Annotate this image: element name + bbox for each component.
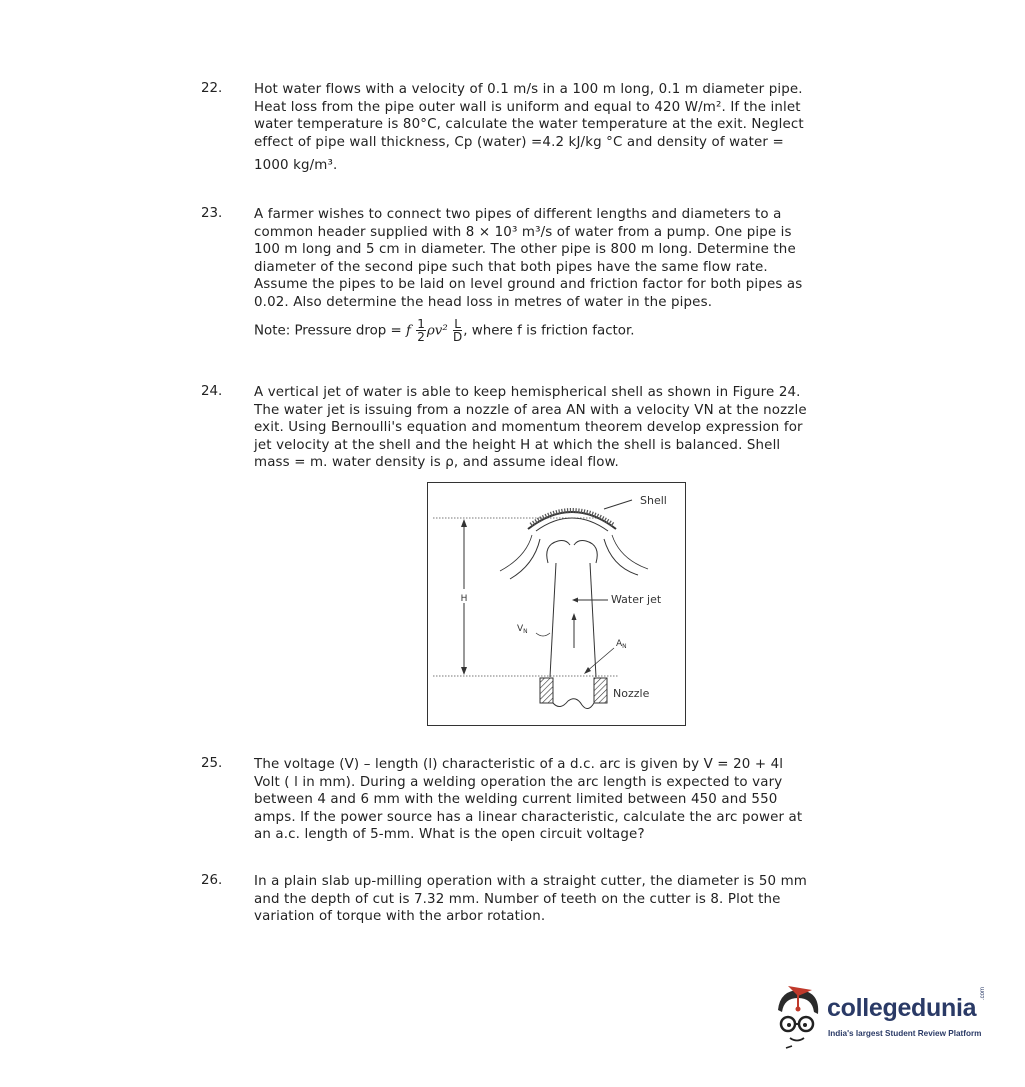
text-line: A farmer wishes to connect two pipes of different lengths and diameters to a xyxy=(254,207,782,222)
note-f: f xyxy=(406,323,412,339)
text-line: an a.c. length of 5-mm. What is the open circuit voltage? xyxy=(254,827,645,843)
shell-outer xyxy=(528,512,616,529)
note-rho-v2: ρv² xyxy=(426,323,448,339)
an-leader xyxy=(586,648,614,672)
note-suffix: , where f is friction factor. xyxy=(463,323,635,339)
question-text xyxy=(254,81,854,175)
vn-label: $V_N$ xyxy=(517,624,528,635)
question-number: 26. xyxy=(201,873,223,888)
text-line: jet velocity at the shell and the height H at which the shell is balanced. Shell xyxy=(254,437,781,453)
note-prefix: Note: Pressure drop = xyxy=(254,323,407,339)
shell-label: Shell xyxy=(640,494,667,507)
nozzle-left-block xyxy=(540,678,553,703)
water-jet-label: Water jet xyxy=(611,593,662,606)
text-line: Volt ( l in mm). During a welding operation the arc length is expected to vary xyxy=(254,774,783,790)
text-line: In a plain slab up-milling operation with a straight cutter, the diameter is 50 mm xyxy=(254,874,807,889)
text-line: Assume the pipes to be laid on level ground and friction factor for both pipes as xyxy=(254,277,803,293)
text-line: common header supplied with 8 × 10³ m³/s of water from a pump. One pipe is xyxy=(254,224,792,240)
question-text xyxy=(254,206,854,312)
jet-shell-diagram xyxy=(428,483,685,725)
text-line: Heat loss from the pipe outer wall is uniform and equal to 420 W/m². If the inlet xyxy=(254,99,801,115)
question-number: 23. xyxy=(201,206,223,221)
water-jet-arrow xyxy=(572,598,578,603)
question-number: 22. xyxy=(201,81,223,96)
jet-right-edge xyxy=(590,563,596,677)
text-line: A vertical jet of water is able to keep hemispherical shell as shown in Figure 24. xyxy=(254,385,801,400)
text-line: 0.02. Also determine the head loss in metres of water in the pipes. xyxy=(254,294,713,310)
splash-left xyxy=(510,539,540,579)
text-line: Hot water flows with a velocity of 0.1 m/s in a 100 m long, 0.1 m diameter pipe. xyxy=(254,82,803,97)
half-numerator: 1 xyxy=(417,317,425,331)
text-line: between 4 and 6 mm with the welding current limited between 450 and 550 xyxy=(254,792,778,808)
vn-leader xyxy=(536,633,550,636)
text-line: effect of pipe wall thickness, Cp (water) =4.2 kJ/kg °C and density of water = xyxy=(254,134,784,150)
jet-head-right xyxy=(574,541,597,564)
text-line: water temperature is 80°C, calculate the water temperature at the exit. Neglect xyxy=(254,117,804,133)
l-numerator: L xyxy=(454,317,461,331)
text-line: The water jet is issuing from a nozzle of area AN with a velocity VN at the nozzle xyxy=(254,402,807,418)
an-label: $A_N$ xyxy=(616,639,627,650)
text-line: amps. If the power source has a linear characteristic, calculate the arc power at xyxy=(254,809,803,825)
text-line: diameter of the second pipe such that both pipes have the same flow rate. xyxy=(254,259,768,275)
figure-24 xyxy=(427,482,686,726)
logo-com: .com xyxy=(980,986,986,1000)
half-fraction xyxy=(416,318,426,343)
an-arrow-head xyxy=(584,667,591,674)
nozzle-bottom xyxy=(553,699,594,709)
l-over-d-fraction xyxy=(453,318,462,343)
pressure-drop-note xyxy=(254,318,635,343)
jet-head-left xyxy=(547,541,570,564)
question-number: 24. xyxy=(201,384,223,399)
nozzle-right-block xyxy=(594,678,607,703)
collegedunia-logo[interactable] xyxy=(768,982,998,1052)
logo-tagline: India's largest Student Review Platform xyxy=(828,1029,982,1038)
question-number: 25. xyxy=(201,756,223,771)
splash-right-outer xyxy=(612,535,648,569)
d-denominator: D xyxy=(453,330,463,344)
mascot-icon xyxy=(768,982,826,1052)
text-line: variation of torque with the arbor rotation. xyxy=(254,909,546,925)
question-text xyxy=(254,384,854,472)
half-denominator: 2 xyxy=(417,330,425,344)
text-line: 1000 kg/m³. xyxy=(254,158,338,174)
logo-name: collegedunia xyxy=(827,994,977,1022)
nozzle-label: Nozzle xyxy=(613,687,650,700)
shell-inner xyxy=(536,518,608,531)
shell-leader xyxy=(604,500,632,509)
jet-left-edge xyxy=(550,563,556,677)
question-text xyxy=(254,756,854,844)
question-text xyxy=(254,873,854,926)
text-line: mass = m. water density is ρ, and assume ideal flow. xyxy=(254,455,619,471)
splash-right xyxy=(604,539,638,575)
text-line: and the depth of cut is 7.32 mm. Number of teeth on the cutter is 8. Plot the xyxy=(254,891,781,907)
h-label: H xyxy=(460,594,468,604)
h-arrow-up xyxy=(461,519,467,527)
h-arrow-down xyxy=(461,667,467,675)
vn-arrow-head xyxy=(572,613,577,620)
text-line: The voltage (V) – length (l) characteristic of a d.c. arc is given by V = 20 + 4l xyxy=(254,757,784,772)
text-line: exit. Using Bernoulli's equation and momentum theorem develop expression for xyxy=(254,420,803,436)
text-line: 100 m long and 5 cm in diameter. The other pipe is 800 m long. Determine the xyxy=(254,242,796,258)
